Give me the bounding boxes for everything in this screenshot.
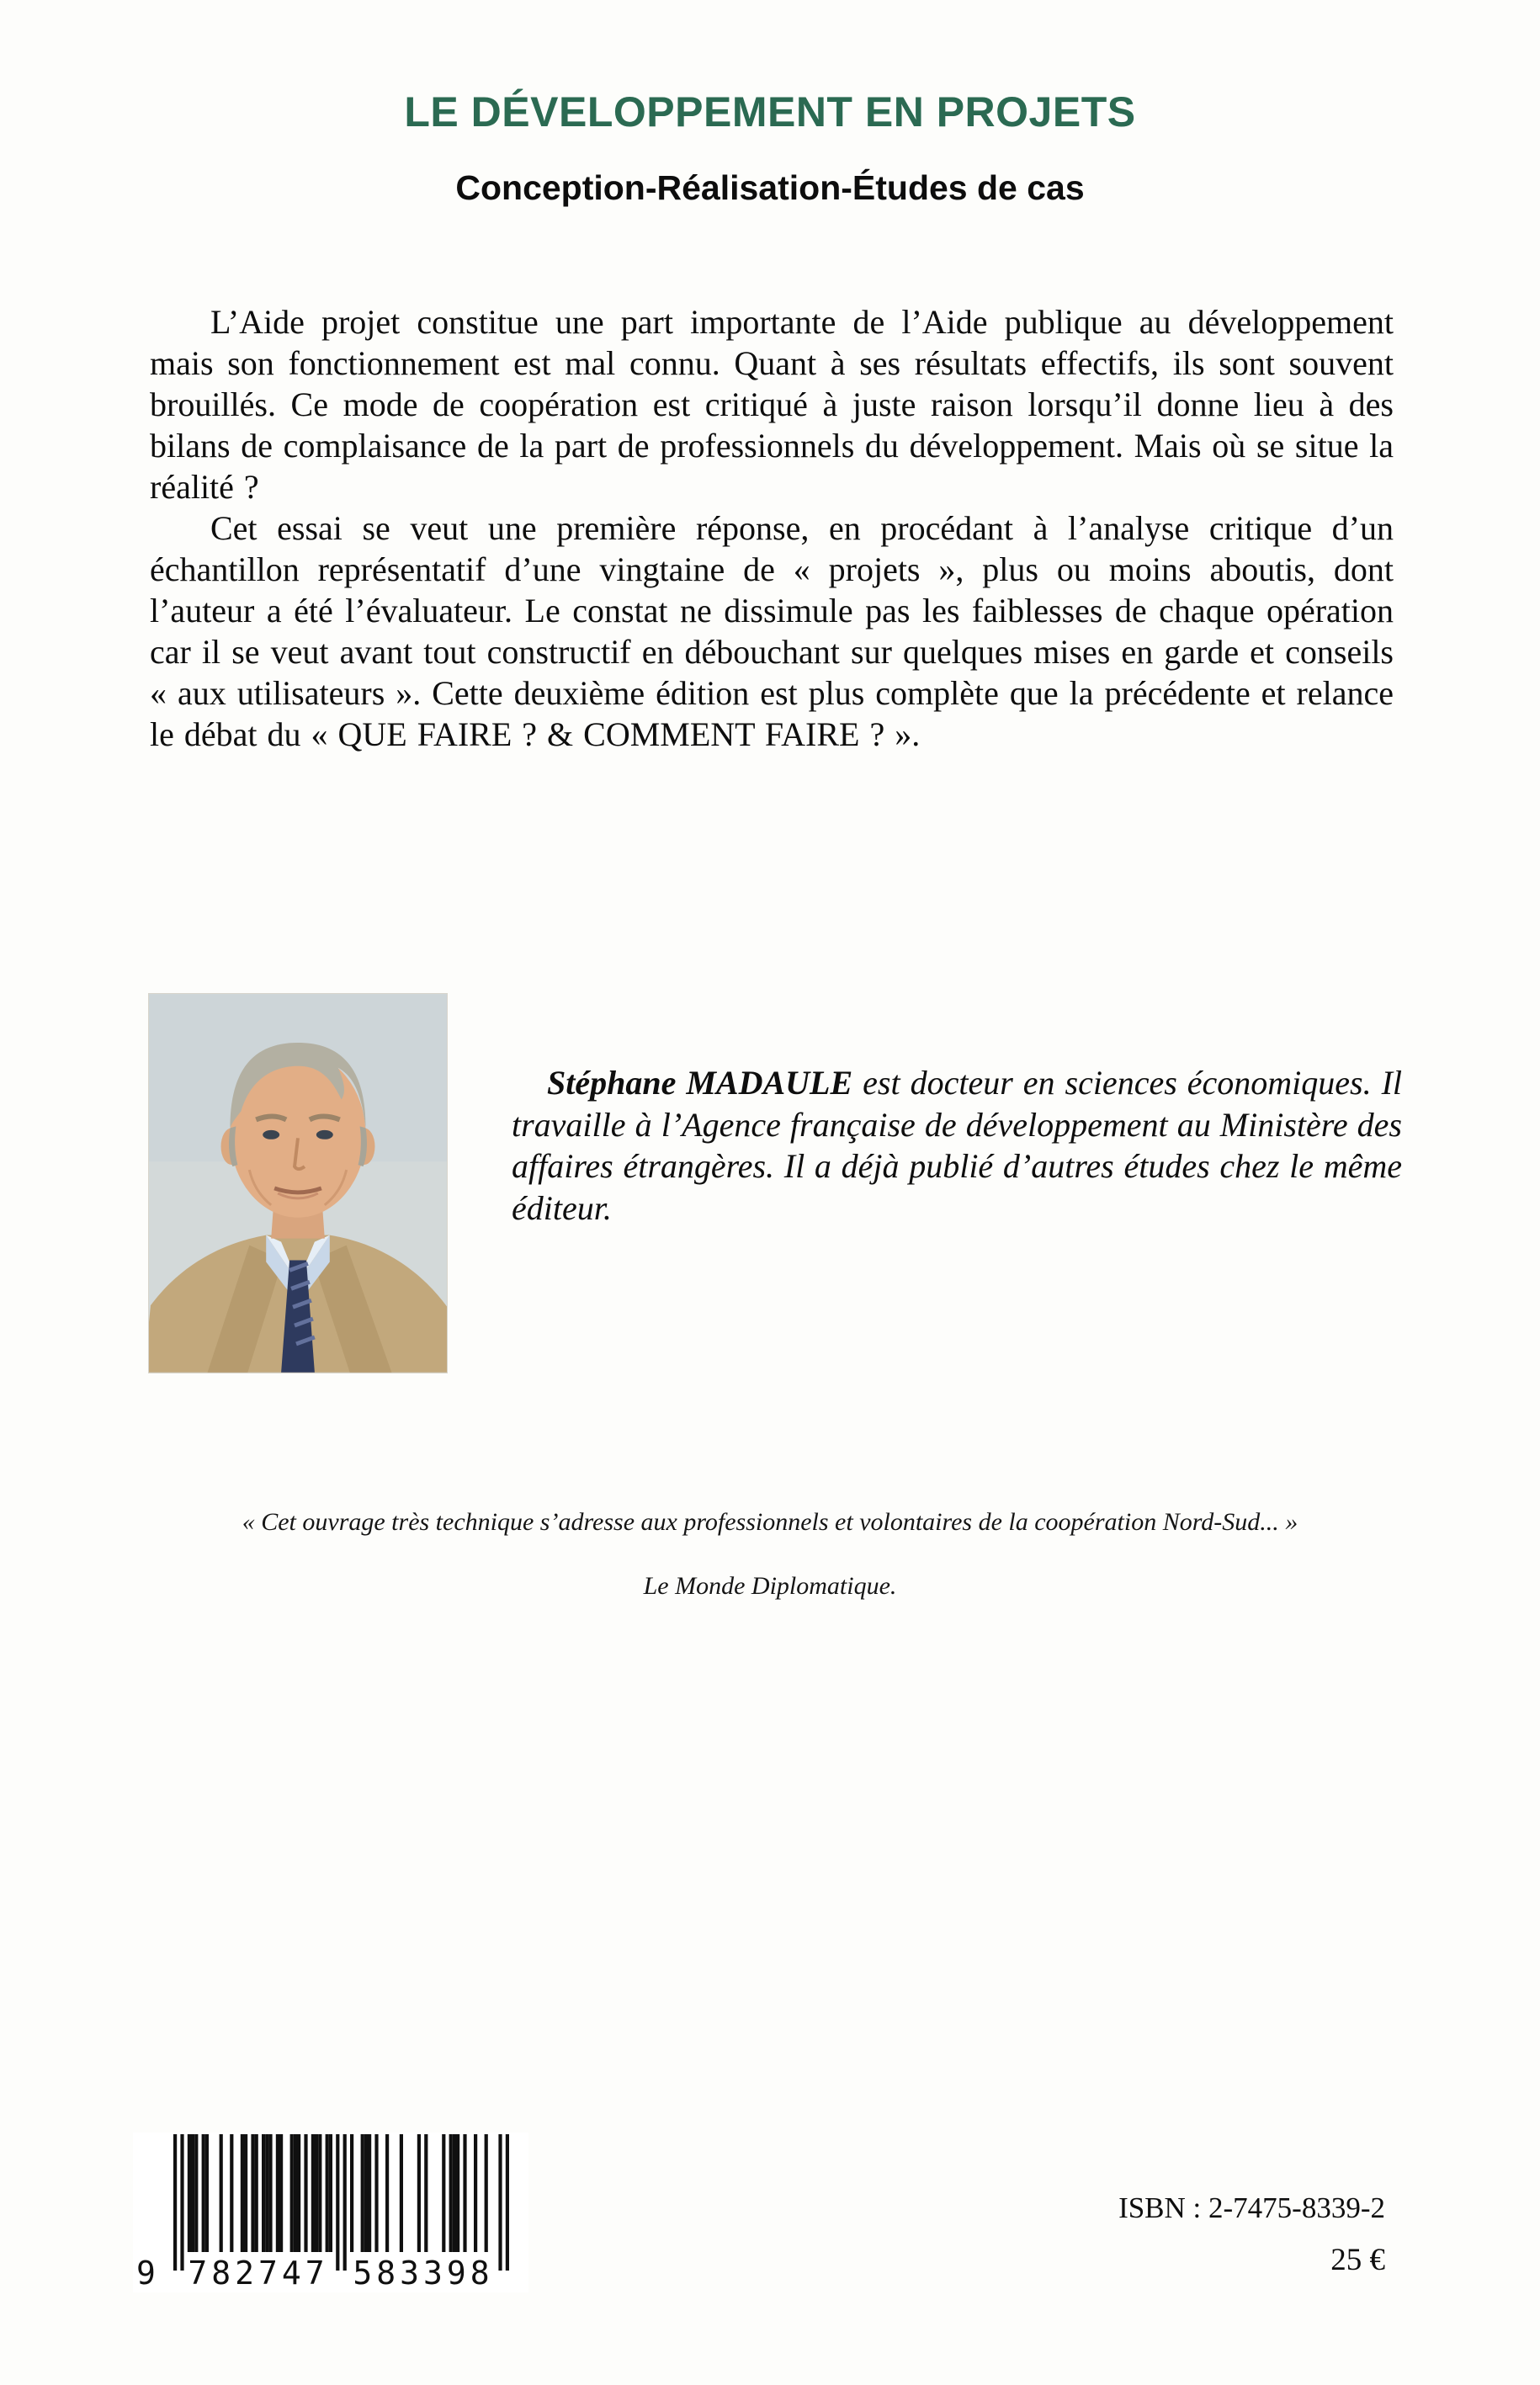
book-title: LE DÉVELOPPEMENT EN PROJETS [404,88,1136,135]
author-name: Stéphane MADAULE [547,1064,853,1102]
barcode-bars [133,2133,520,2292]
barcode-bar-group [173,2134,509,2271]
barcode-digits-left: 782747 [188,2255,329,2292]
book-subtitle: Conception-Réalisation-Études de cas [455,168,1085,207]
barcode [133,2133,528,2292]
author-bio [512,1062,1402,1229]
isbn-text: ISBN : 2-7475-8339-2 [1118,2191,1385,2224]
blurb-paragraph-1: L’Aide projet constitue une part importante de l’Aide publique au développement mais son fonctionnement est mal connu. Quant à ses résultats effectifs, ils sont souvent brouillés. Ce mode de coopération est critiqué à juste raison lorsqu’il donne lieu à des bilans de complaisance de la part de professionnels du développement. Mais où se situe la réalité ? [150,303,1394,506]
author-bio-text: est docteur en sciences économiques. Il travaille à l’Agence française de développement au Ministère des affaires étrangères. Il a déjà publié d’autres études chez le même éditeur. [512,1064,1403,1227]
press-quote: « Cet ouvrage très technique s’adresse aux professionnels et volontaires de la coopération Nord-Sud... » [242,1508,1298,1536]
author-photo [148,993,448,1373]
price-text: 25 € [1330,2243,1385,2277]
blurb [150,301,1394,755]
author-portrait-illustration [149,994,447,1373]
isbn-block [1118,2191,1385,2278]
barcode-digits-right: 583398 [353,2255,494,2292]
press-quote-source: Le Monde Diplomatique. [643,1572,897,1600]
blurb-paragraph-2: Cet essai se veut une première réponse, en procédant à l’analyse critique d’un échantillon représentatif d’une vingtaine de « projets », plus ou moins aboutis, dont l’auteur a été l’évaluateur. Le constat ne dissimule pas les faiblesses de chaque opération car il se veut avant tout constructif en débouchant sur quelques mises en garde et conseils « aux utilisateurs ». Cette deuxième édition est plus complète que la précédente et relance le débat du « QUE FAIRE ? & COMMENT FAIRE ? ». [150,509,1394,753]
barcode-digit-lead: 9 [136,2255,160,2292]
